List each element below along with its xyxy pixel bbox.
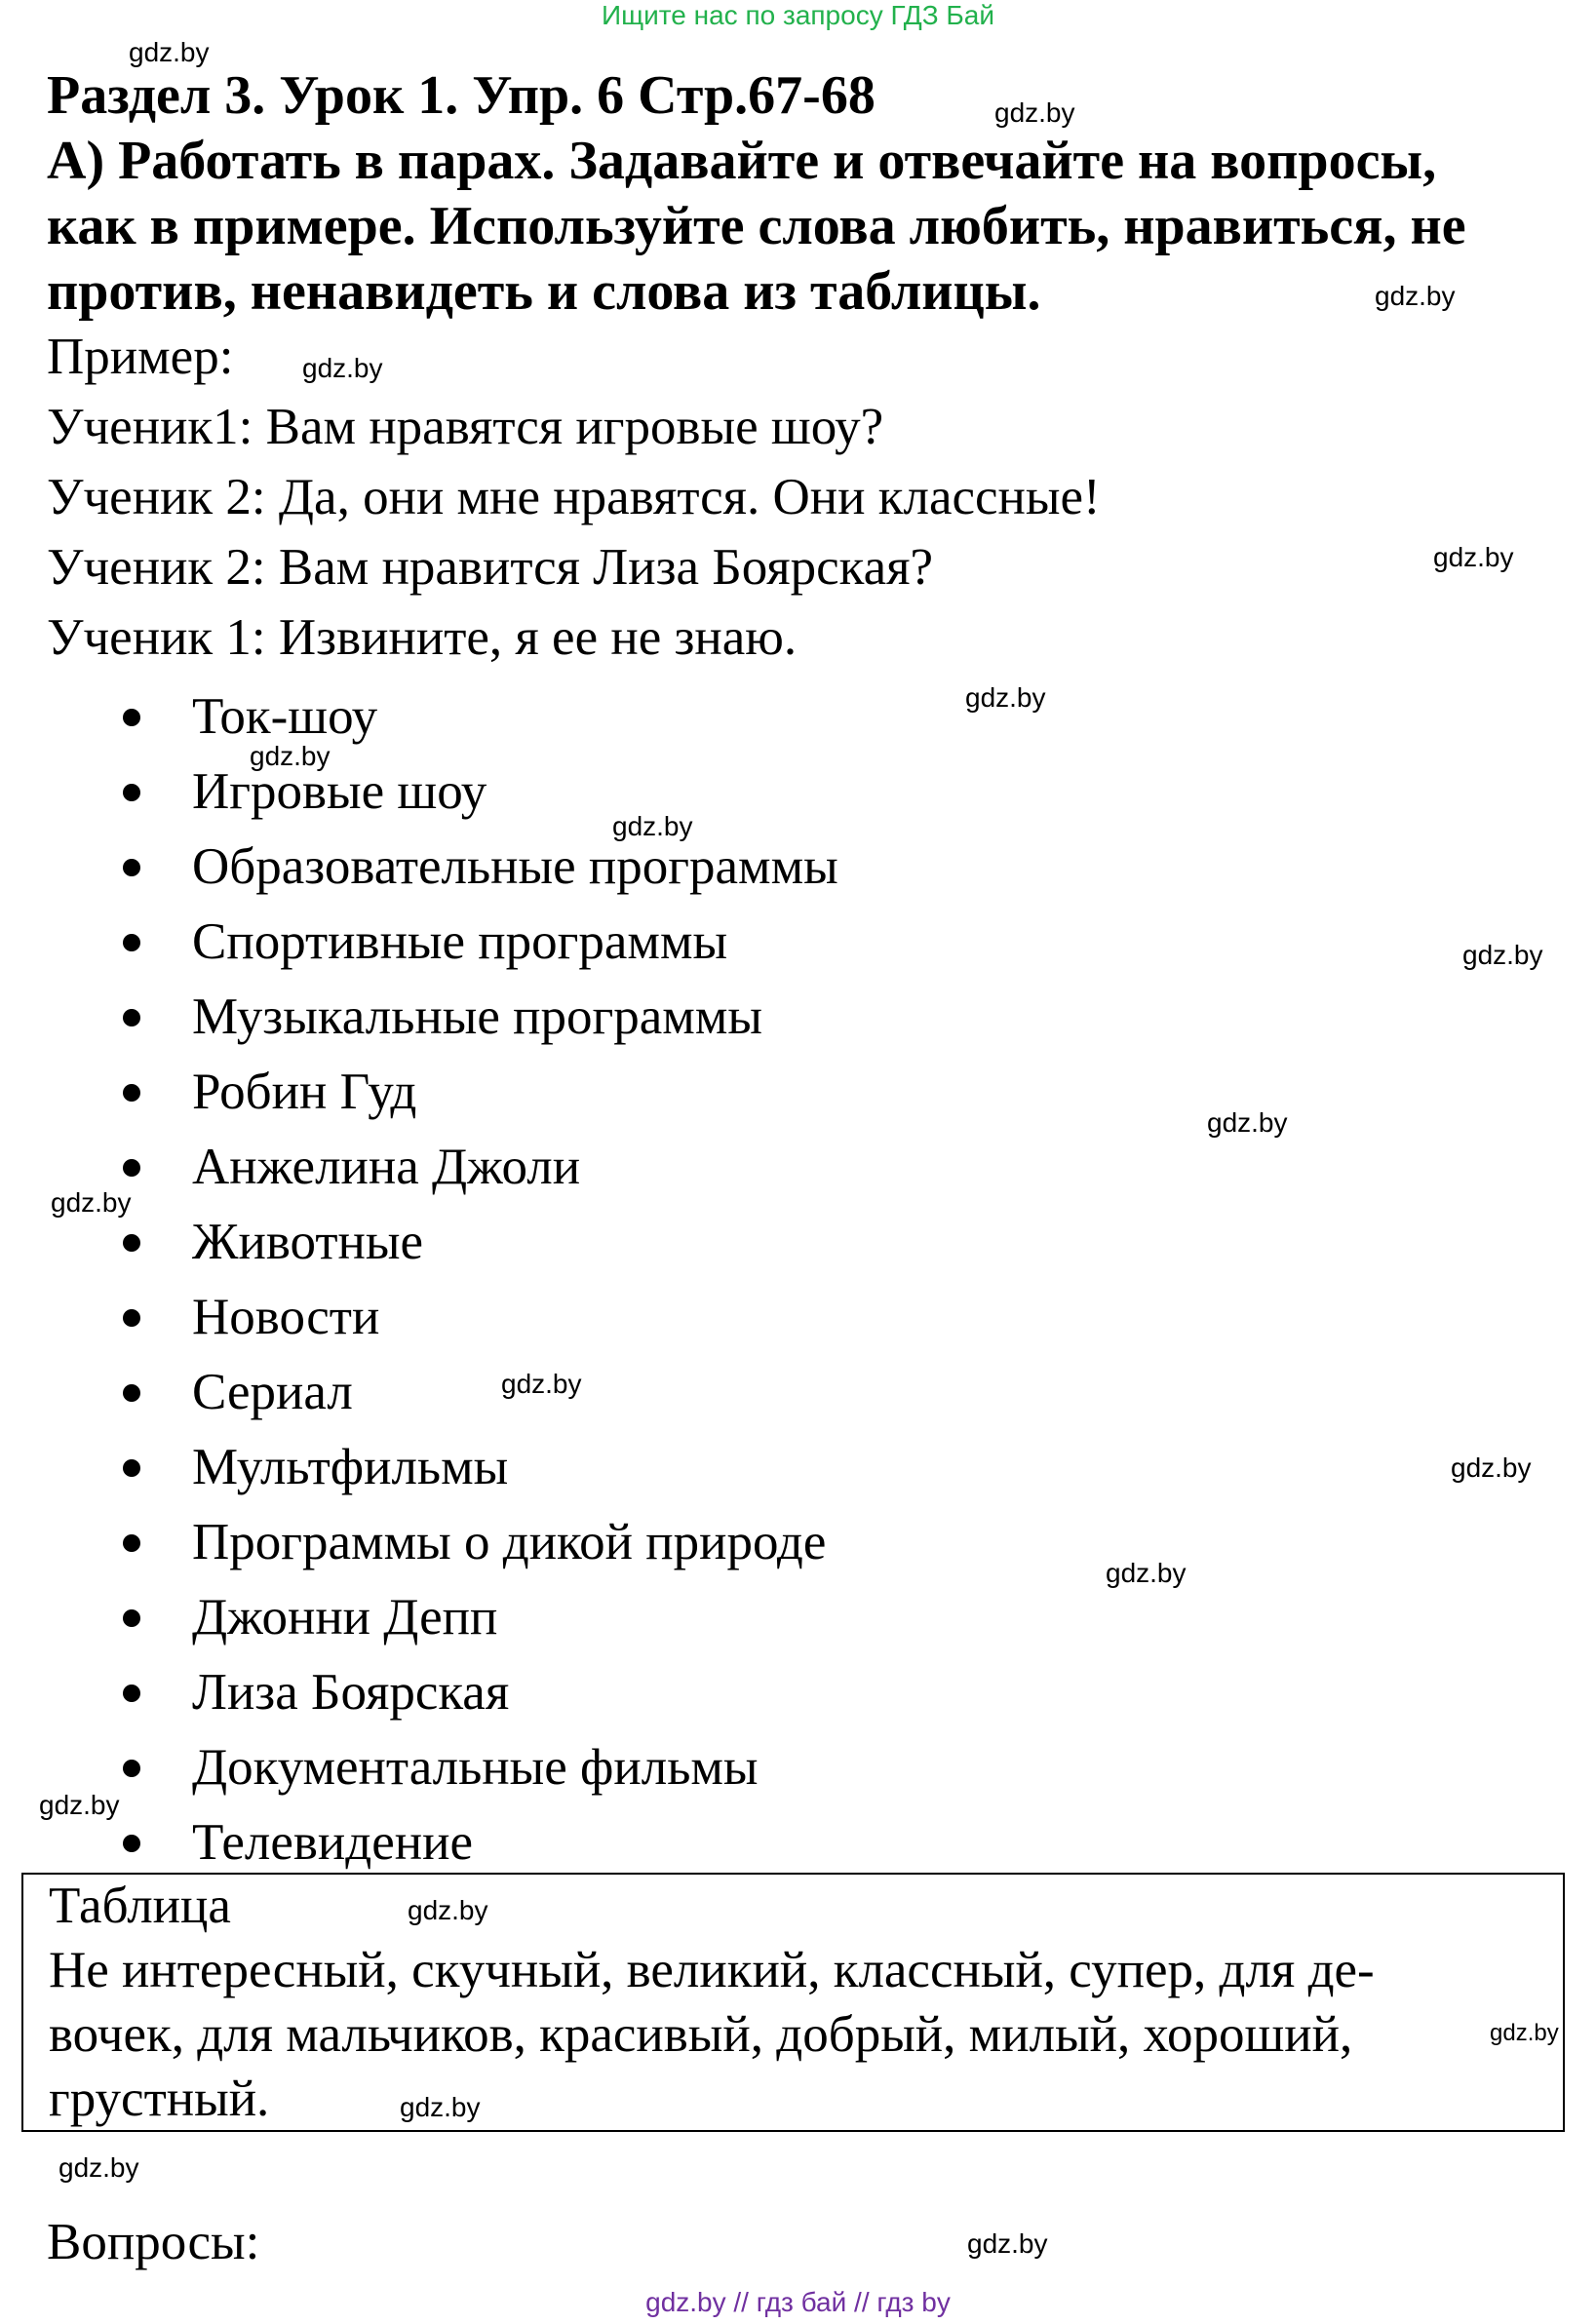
bullet-icon: [123, 1084, 140, 1102]
example-label: Пример:: [47, 329, 234, 385]
bullet-icon: [123, 1309, 140, 1327]
bullet-icon: [123, 784, 140, 801]
watermark: gdz.by: [39, 1790, 120, 1820]
example-line-2: Ученик 2: Да, они мне нравятся. Они классные!: [47, 469, 1101, 525]
example-line-4: Ученик 1: Извините, я ее не знаю.: [47, 609, 798, 666]
example-line-1: Ученик1: Вам нравятся игровые шоу?: [47, 399, 884, 455]
watermark: gdz.by: [250, 741, 331, 771]
task-line-1: А) Работать в парах. Задавайте и отвечайте на вопросы,: [47, 131, 1437, 191]
example-line-3: Ученик 2: Вам нравится Лиза Боярская?: [47, 539, 934, 596]
watermark: gdz.by: [1451, 1452, 1532, 1483]
watermark: gdz.by: [400, 2092, 481, 2122]
bullet-icon: [123, 1009, 140, 1026]
watermark: gdz.by: [612, 811, 693, 841]
watermark: gdz.by: [967, 2228, 1048, 2259]
watermark: gdz.by: [302, 353, 383, 383]
bullet-icon: [123, 1159, 140, 1177]
bullet-icon: [123, 1459, 140, 1477]
bullet-icon: [123, 1534, 140, 1552]
watermark: gdz.by: [1375, 281, 1456, 311]
footer-links: gdz.by // гдз бай // гдз by: [645, 2287, 951, 2317]
watermark: gdz.by: [1433, 542, 1514, 572]
watermark: gdz.by: [1207, 1107, 1288, 1138]
bullet-icon: [123, 1609, 140, 1627]
watermark: gdz.by: [1106, 1558, 1187, 1588]
exercise-title: Раздел 3. Урок 1. Упр. 6 Стр.67-68: [47, 65, 876, 126]
questions-label: Вопросы:: [47, 2214, 260, 2270]
bullet-icon: [123, 709, 140, 726]
watermark: gdz.by: [501, 1369, 582, 1399]
bullet-icon: [123, 1234, 140, 1252]
watermark: gdz.by: [51, 1187, 132, 1218]
task-line-3: против, ненавидеть и слова из таблицы.: [47, 261, 1041, 322]
watermark: gdz.by: [129, 37, 210, 67]
top-banner: Ищите нас по запросу ГДЗ Бай: [601, 0, 995, 30]
watermark: gdz.by: [1490, 2020, 1559, 2046]
words-table: [21, 1873, 1565, 2132]
table-line-1: Не интересный, скучный, великий, классный, супер, для де-: [49, 1942, 1375, 1998]
watermark: gdz.by: [1462, 940, 1543, 970]
bullet-icon: [123, 1384, 140, 1402]
bullet-icon: [123, 934, 140, 951]
watermark: gdz.by: [408, 1895, 488, 1925]
watermark: gdz.by: [58, 2152, 139, 2183]
table-line-2: вочек, для мальчиков, красивый, добрый, милый, хороший,: [49, 2006, 1353, 2063]
bullet-icon: [123, 1835, 140, 1852]
table-line-3: грустный.: [49, 2071, 270, 2127]
bullet-icon: [123, 1760, 140, 1777]
watermark: gdz.by: [994, 97, 1075, 128]
task-line-2: как в примере. Используйте слова любить, нравиться, не: [47, 196, 1466, 256]
table-title: Таблица: [49, 1878, 231, 1934]
bullet-icon: [123, 1685, 140, 1702]
watermark: gdz.by: [965, 682, 1046, 713]
bullet-icon: [123, 859, 140, 876]
